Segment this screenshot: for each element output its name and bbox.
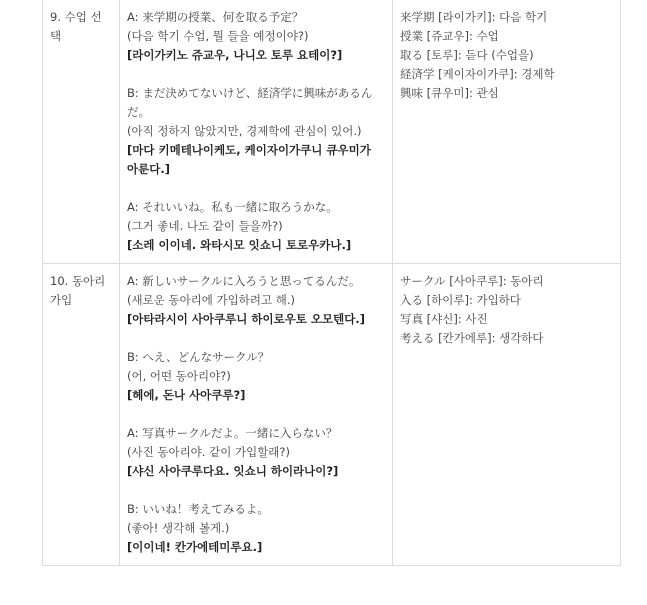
dialogue-spacer	[127, 179, 385, 198]
vocab-item: 来学期 [라이가키]: 다음 학기	[400, 10, 548, 24]
vocab-table	[42, 0, 621, 566]
dialogue-spacer	[127, 65, 385, 84]
dialogue-cell	[120, 264, 393, 565]
dialogue-line-pron: [마다 키메테나이케도, 케이자이가쿠니 큐우미가 아룬다.]	[127, 143, 371, 176]
vocab-item: 授業 [쥬교우]: 수업	[400, 29, 499, 43]
dialogue-spacer	[127, 405, 385, 424]
vocab-item: サークル [사아쿠루]: 동아리	[400, 274, 544, 288]
dialogue-spacer	[127, 481, 385, 500]
topic-cell	[43, 264, 120, 565]
dialogue-line-jp: A: 写真サークルだよ。一緒に入らない？	[127, 426, 338, 440]
topic-label: 10. 동아리 가입	[50, 274, 106, 307]
vocab-item: 考える [칸가에루]: 생각하다	[400, 331, 544, 345]
table-row	[43, 263, 620, 565]
dialogue-cell	[120, 0, 393, 263]
dialogue-line-ko: (새로운 동아리에 가입하려고 해.)	[127, 293, 296, 307]
dialogue-line-pron: [샤신 사아쿠루다요. 잇쇼니 하이라나이?]	[127, 464, 339, 478]
vocab-cell	[393, 264, 620, 565]
topic-label: 9. 수업 선택	[50, 10, 102, 43]
dialogue-line-ko: (아직 정하지 않았지만, 경제학에 관심이 있어.)	[127, 124, 362, 138]
dialogue-line-jp: A: それいいね。私も一緒に取ろうかな。	[127, 200, 338, 214]
dialogue-line-jp: A: 来学期の授業、何を取る予定？	[127, 10, 304, 24]
dialogue-line-pron: [헤에, 돈나 사아쿠루?]	[127, 388, 246, 402]
dialogue-line-ko: (사진 동아리야. 같이 가입할래?)	[127, 445, 291, 459]
dialogue-line-jp: A: 新しいサークルに入ろうと思ってるんだ。	[127, 274, 361, 288]
dialogue-line-pron: [아타라시이 사아쿠루니 하이로우토 오모텐다.]	[127, 312, 365, 326]
dialogue-line-ko: (그거 좋네. 나도 같이 들을까?)	[127, 219, 283, 233]
vocab-item: 入る [하이루]: 가입하다	[400, 293, 521, 307]
dialogue-line-ko: (좋아! 생각해 볼게.)	[127, 521, 230, 535]
vocab-item: 興味 [큐우미]: 관심	[400, 86, 499, 100]
dialogue-line-ko: (어, 어떤 동아리야?)	[127, 369, 231, 383]
topic-cell	[43, 0, 120, 263]
dialogue-line-pron: [라이가키노 쥬교우, 나니오 토루 요테이?]	[127, 48, 343, 62]
dialogue-line-pron: [이이네! 칸가에테미루요.]	[127, 540, 263, 554]
vocab-item: 取る [토루]: 듣다 (수업을)	[400, 48, 534, 62]
vocab-cell	[393, 0, 620, 263]
dialogue-line-jp: B: へえ、どんなサークル？	[127, 350, 270, 364]
vocab-item: 経済学 [케이자이가쿠]: 경제학	[400, 67, 555, 81]
dialogue-line-jp: B: いいね！考えてみるよ。	[127, 502, 269, 516]
dialogue-line-jp: B: まだ決めてないけど、経済学に興味があるんだ。	[127, 86, 373, 119]
dialogue-line-ko: (다음 학기 수업, 뭘 들을 예정이야?)	[127, 29, 309, 43]
vocab-item: 写真 [샤신]: 사진	[400, 312, 488, 326]
dialogue-line-pron: [소레 이이네. 와타시모 잇쇼니 토로우카나.]	[127, 238, 352, 252]
table-row	[43, 0, 620, 263]
dialogue-spacer	[127, 329, 385, 348]
